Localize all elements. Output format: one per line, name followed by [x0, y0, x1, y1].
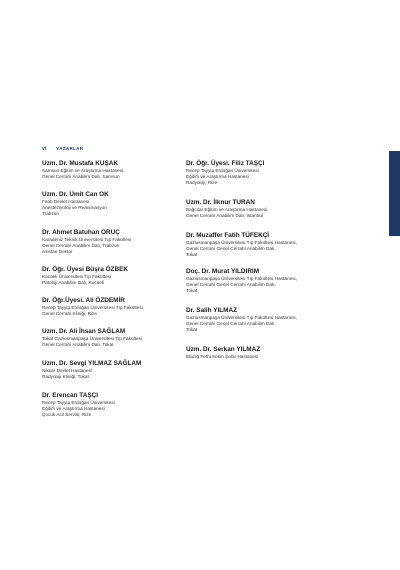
author-affiliation: Anesteziyoloji ve Reanimasyon: [42, 205, 107, 211]
author-affiliation: Gaziosmanpaşa Üniversitesi Tıp Fakültesi Hastanesi,: [186, 240, 297, 245]
author-affiliation: Genel Cerrahi Genel Cerrahi Anabilim Dalı,: [186, 246, 276, 252]
author-affiliation: Gaziosmanpaşa Üniversitesi Tıp Fakültesi Hastanesi,: [186, 315, 297, 320]
author-affiliation: Niksar Devlet Hastanesi: [42, 368, 93, 373]
author-affiliation: Tokat: [186, 252, 198, 258]
author-affiliation: Tokat Gaziosmanpaşa Üniversitesi Tıp Fakültesi: [42, 336, 142, 341]
author-affiliation: Çocuk Acil Servisi, Rize: [42, 412, 92, 418]
author-affiliation: Genel Cerrahi Anabilim Dalı, İstanbul: [186, 213, 263, 219]
author-affiliation: Genel Cerrahi Anabilim Dalı, Samsun: [42, 174, 120, 180]
author-affiliation: Recep Tayyip Erdoğan Üniversitesi: [42, 400, 115, 405]
section-title: YAZARLAR: [56, 146, 84, 151]
author-affiliation: Samsun Eğitim ve Araştırma Hastanesi,: [42, 168, 125, 173]
author-name: Dr. Öğr. Üyesi. Filiz TAŞÇI: [186, 160, 265, 167]
author-name: Uzm. Dr. Sevgi YILMAZ SAĞLAM: [42, 360, 142, 367]
author-name: Dr. Erencan TAŞÇI: [42, 392, 98, 399]
author-entry: [186, 307, 331, 334]
author-affiliation: Radyoloji, Rize: [186, 180, 218, 186]
author-affiliation: Tokat: [186, 288, 198, 294]
author-entry: [42, 360, 187, 380]
author-affiliation: Genel Cerrahi Genel Cerrahi Anabilim Dalı,: [186, 282, 276, 288]
author-entry: [42, 392, 187, 419]
author-entry: [42, 328, 187, 348]
author-entry: [42, 297, 187, 317]
author-affiliation: Genel Cerrahi Kliniği, Rize: [42, 311, 97, 317]
author-affiliation: Kocaeli Üniversitesi Tıp Fakültesi: [42, 274, 111, 279]
page-number: vi: [42, 146, 47, 152]
author-entry: [42, 160, 187, 180]
author-name: Uzm. Dr. Mustafa KUŞAK: [42, 160, 118, 167]
chapter-side-tab: [389, 151, 400, 236]
author-affiliation: Gaziosmanpaşa Üniversitesi Tıp Fakültesi Hastanesi,: [186, 276, 297, 281]
author-entry: [42, 229, 187, 256]
author-name: Uzm. Dr. Ümit Can OK: [42, 191, 109, 198]
author-affiliation: Patoloji Anabilim Dalı, Kocaeli: [42, 280, 105, 286]
page-header: [42, 146, 83, 152]
author-affiliation: Trabzon: [42, 211, 60, 217]
author-entry: [186, 346, 331, 360]
author-affiliation: Bağcılar Eğitim ve Araştırma Hastanesi,: [186, 207, 269, 212]
author-affiliation: Eğitim ve Araştırma Hastanesi: [186, 174, 249, 180]
author-name: Dr. Ahmet Batuhan ORUÇ: [42, 229, 120, 236]
author-affiliation: Elazığ Fethi Sekin Şehir Hastanesi: [186, 354, 259, 359]
author-affiliation: Recep Tayyip Erdoğan Üniversitesi Tıp Fakültesi,: [42, 305, 144, 310]
author-affiliation: Genel Cerrahi Anabilim Dalı, Trabzon: [42, 243, 120, 249]
author-affiliation: Genel Cerrahi Genel Cerrahi Anabilim Dalı,: [186, 321, 276, 327]
author-name: Uzm. Dr. Serkan YILMAZ: [186, 346, 261, 353]
author-name: Uzm. Dr. İlknur TURAN: [186, 199, 255, 206]
author-affiliation: Genel Cerrahi Anabilim Dalı, Tokat: [42, 342, 114, 348]
author-name: Dr. Öğr. Üyesi Büşra ÖZBEK: [42, 266, 128, 273]
author-affiliation: Karadeniz Teknik Üniversitesi Tıp Fakültesi: [42, 237, 132, 242]
author-entry: [42, 191, 187, 218]
author-entry: [186, 232, 331, 259]
author-entry: [186, 268, 331, 295]
author-entry: [186, 199, 331, 219]
author-entry: [186, 160, 331, 187]
author-name: Dr. Salih YILMAZ: [186, 307, 238, 314]
author-affiliation: Fatih Devlet Hastanesi: [42, 199, 90, 204]
author-entry: [42, 266, 187, 286]
author-affiliation: Eğitim ve Araştırma Hastanesi: [42, 406, 105, 412]
author-affiliation: Radyoloji Kliniği, Tokat: [42, 374, 89, 380]
author-name: Dr. Öğr.Üyesi. Ali ÖZDEMİR: [42, 297, 125, 304]
author-affiliation: Asistan Doktor: [42, 249, 73, 255]
author-name: Dr. Muzaffer Fatih TÜFEKÇİ: [186, 232, 270, 239]
author-name: Uzm. Dr. Ali İhsan SAĞLAM: [42, 328, 126, 335]
author-name: Doç. Dr. Murat YILDIRIM: [186, 268, 260, 275]
author-affiliation: Tokat: [186, 327, 198, 333]
author-affiliation: Recep Tayyip Erdoğan Üniversitesi: [186, 168, 259, 173]
